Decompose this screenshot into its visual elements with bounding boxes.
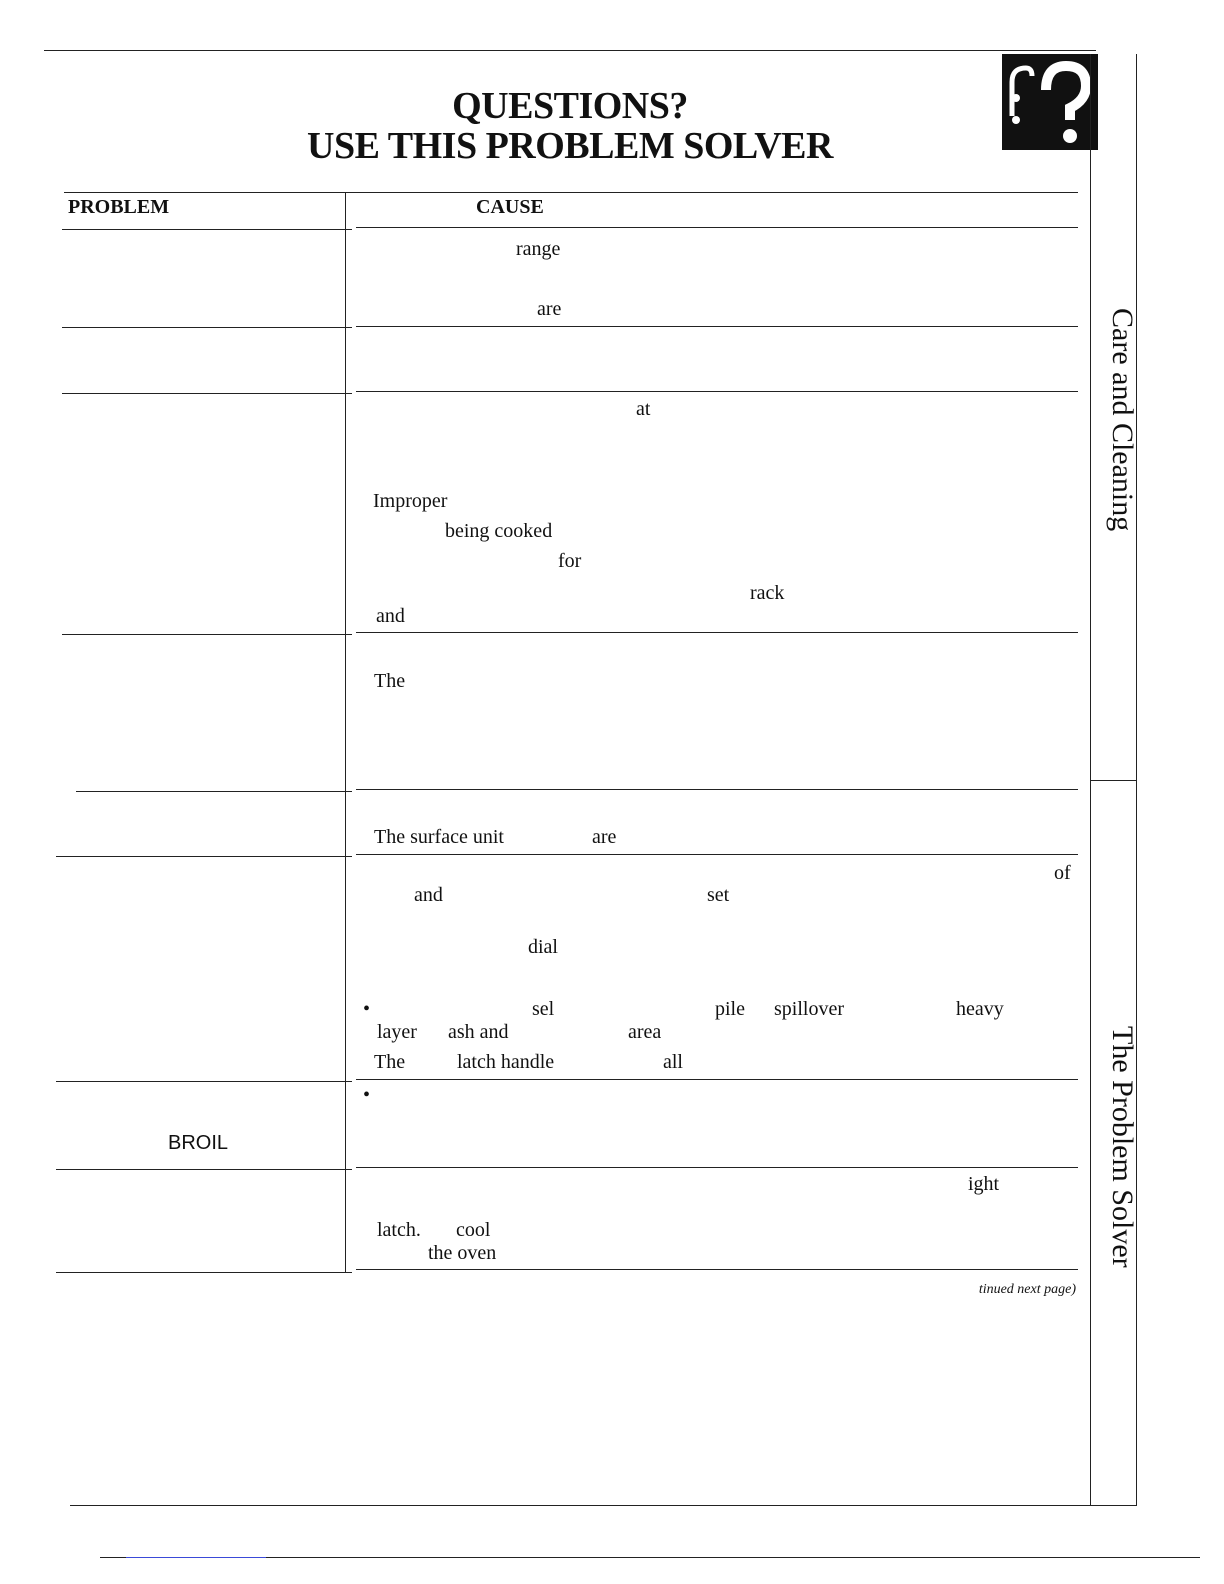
bullet: • (363, 1084, 371, 1106)
cause-text: being cooked (445, 520, 553, 542)
problem-row-rule (56, 1272, 352, 1273)
cause-text: dial (528, 936, 558, 958)
side-tab-problem-solver: The Problem Solver (1106, 1026, 1139, 1268)
cause-text: all (663, 1051, 683, 1073)
cause-row-rule (356, 789, 1078, 790)
problem-row-rule (56, 856, 352, 857)
problem-row-rule (56, 1081, 352, 1082)
bullet: • (363, 998, 371, 1020)
cause-text: sel (532, 998, 555, 1020)
cause-text: and (414, 884, 443, 906)
cause-row-rule (356, 1269, 1078, 1270)
cause-text: Improper (373, 490, 448, 512)
cause-text: latch handle (457, 1051, 555, 1073)
problem-row-rule (62, 393, 352, 394)
problem-text: BROIL (168, 1132, 229, 1154)
cause-text: are (537, 298, 562, 320)
cause-text: spillover (774, 998, 844, 1020)
cause-row-rule (356, 632, 1078, 633)
column-divider (345, 192, 346, 1272)
footer-accent-rule (126, 1557, 266, 1558)
cause-text: The (374, 670, 406, 692)
cause-text: area (628, 1021, 662, 1043)
cause-text: pile (715, 998, 745, 1020)
cause-row-rule (356, 227, 1078, 228)
cause-text: heavy (956, 998, 1004, 1020)
cause-row-rule (356, 854, 1078, 855)
problem-row-rule (62, 327, 352, 328)
cause-text: for (558, 550, 582, 572)
cause-text: range (516, 238, 561, 260)
cause-text: of (1054, 862, 1071, 884)
cause-text: layer (377, 1021, 417, 1043)
cause-row-rule (356, 326, 1078, 327)
side-tab-care-cleaning: Care and Cleaning (1106, 308, 1139, 532)
cause-text: ight (968, 1173, 1000, 1195)
top-rule (44, 50, 1096, 51)
cause-text: The surface unit (374, 826, 504, 848)
cause-text: The (374, 1051, 406, 1073)
cause-text: and (376, 605, 405, 627)
problem-row-rule (56, 1169, 352, 1170)
cause-text: the oven (428, 1242, 497, 1264)
question-logo-icon (1002, 54, 1098, 150)
problem-row-rule (62, 229, 352, 230)
cause-row-rule (356, 391, 1078, 392)
page-title-line2: USE THIS PROBLEM SOLVER (307, 125, 833, 167)
cause-text: set (707, 884, 730, 906)
problem-row-rule (76, 791, 352, 792)
cause-row-rule (356, 1167, 1078, 1168)
problem-column-header: PROBLEM (68, 196, 170, 218)
cause-text: ash and (448, 1021, 509, 1043)
page-title-line1: QUESTIONS? (452, 85, 688, 127)
cause-text: latch. (377, 1219, 421, 1241)
problem-row-rule (62, 634, 352, 635)
cause-text: at (636, 398, 651, 420)
table-header-top-rule (64, 192, 1078, 193)
tab-divider (1090, 780, 1136, 781)
bottom-rule (70, 1505, 1136, 1506)
question-mark-icon (1002, 54, 1098, 150)
cause-text: are (592, 826, 617, 848)
cause-row-rule (356, 1079, 1078, 1080)
cause-column-header: CAUSE (476, 196, 544, 218)
cause-text: cool (456, 1219, 491, 1241)
cause-text: rack (750, 582, 785, 604)
continued-note: tinued next page) (978, 1282, 1076, 1297)
